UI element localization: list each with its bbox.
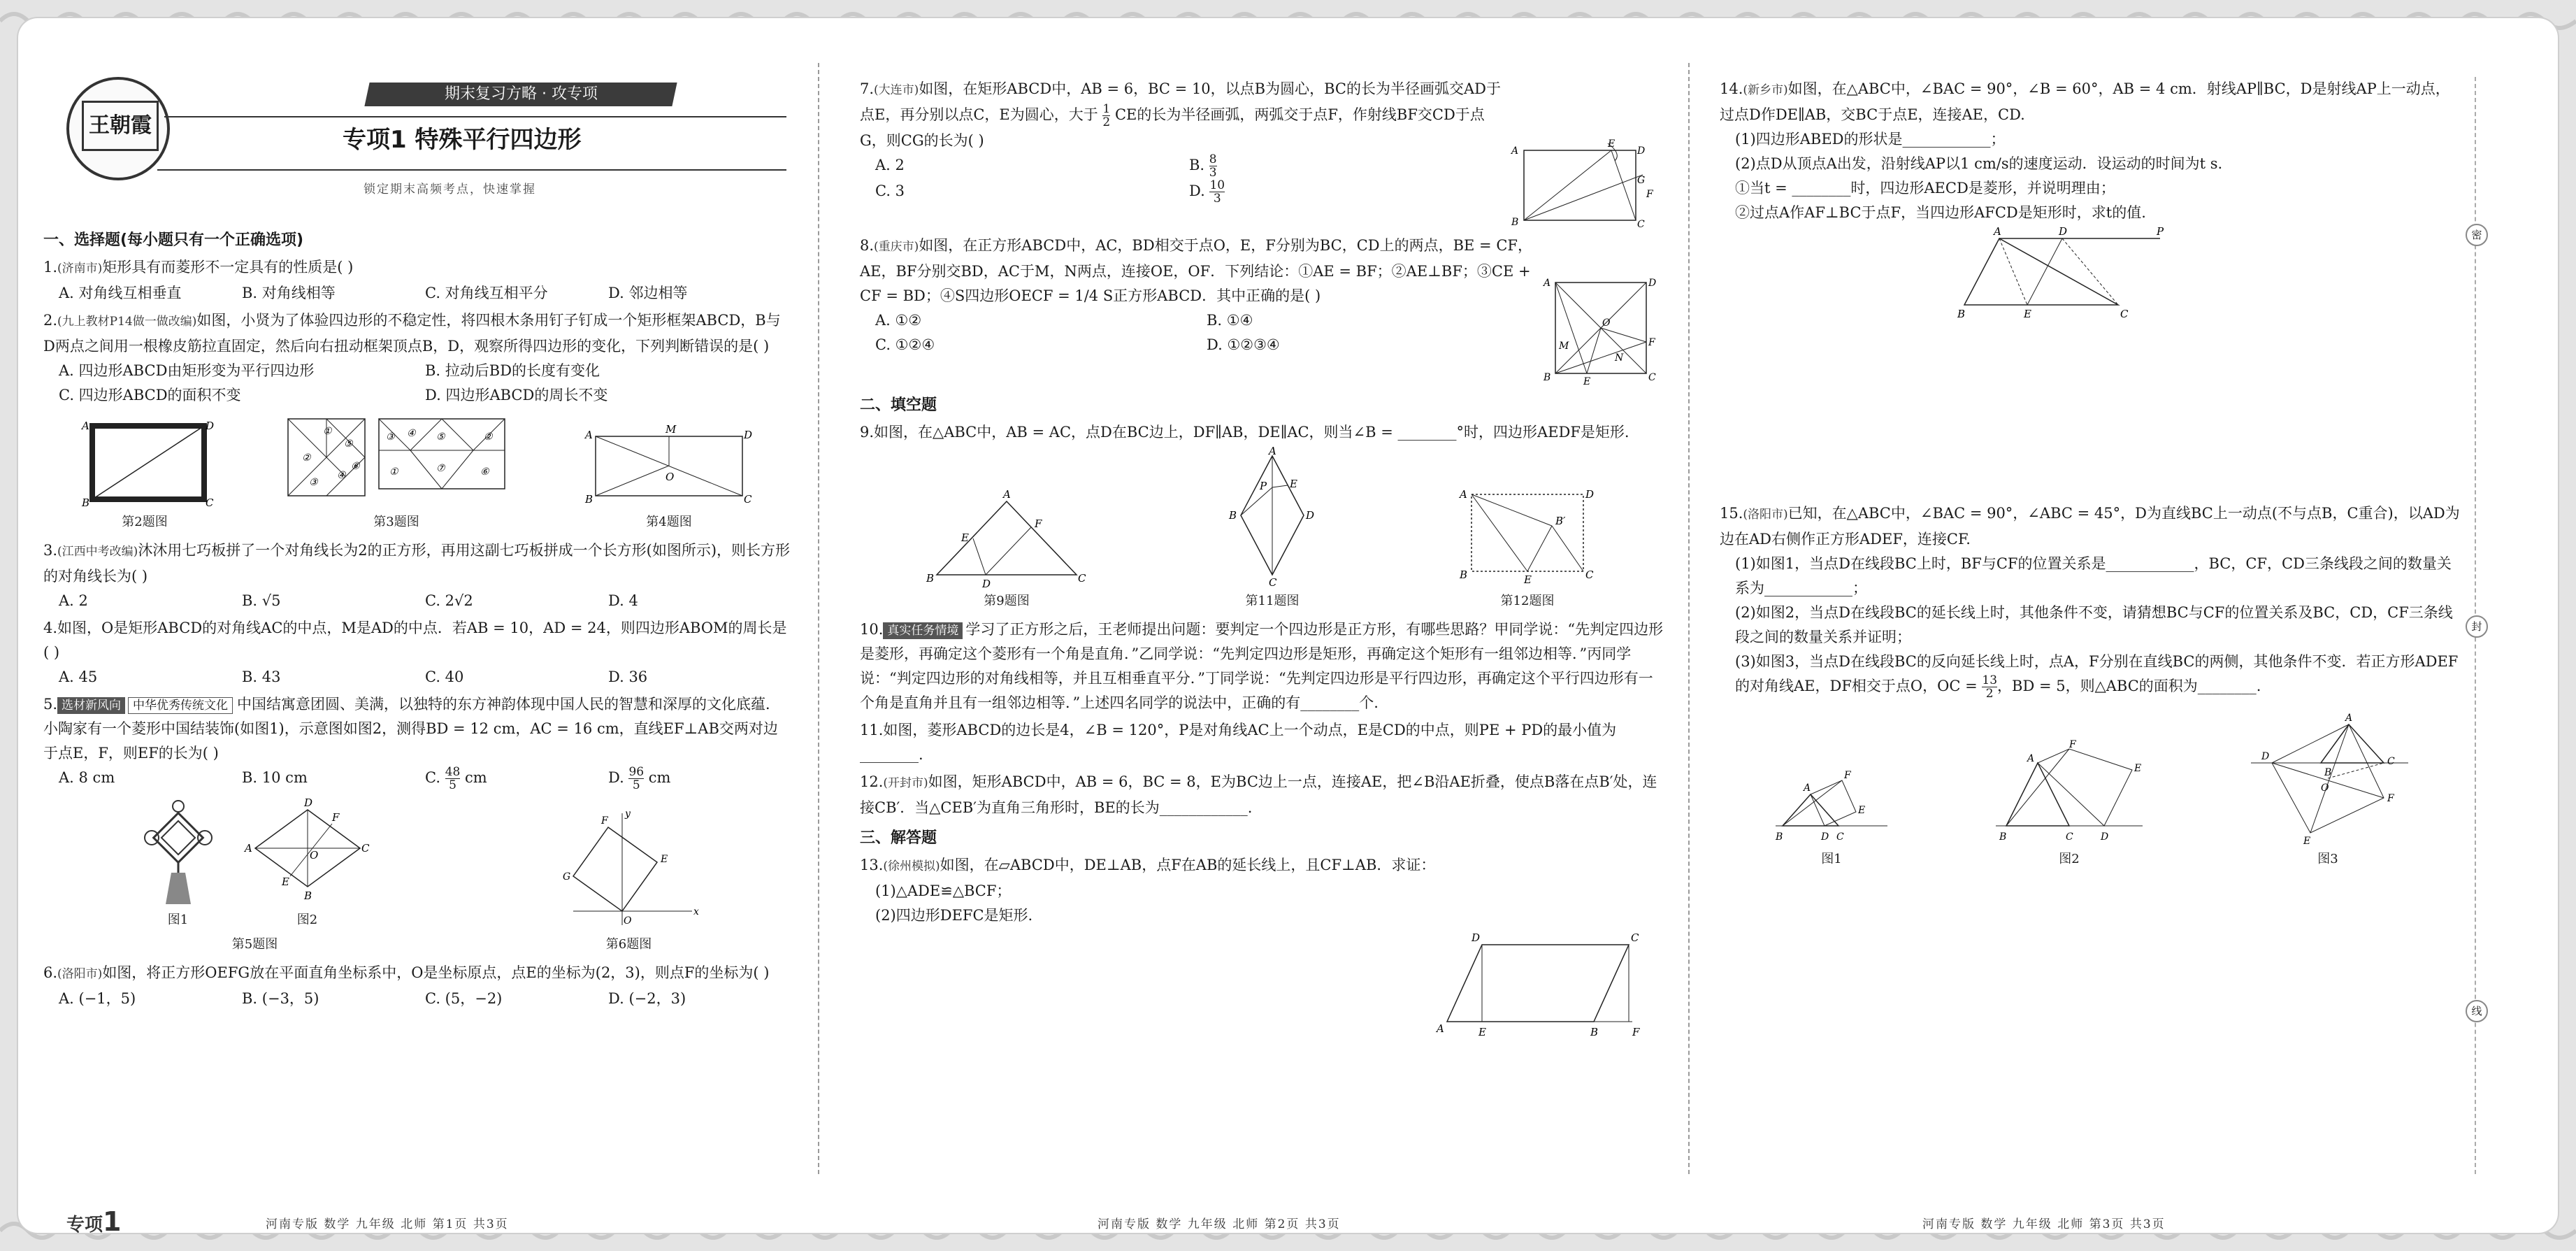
svg-text:P: P — [1260, 480, 1267, 492]
svg-text:B: B — [1460, 569, 1468, 581]
svg-text:A: A — [82, 420, 89, 432]
figure-q7 — [1503, 140, 1664, 231]
caption-q9: 第9题图 — [984, 594, 1030, 608]
svg-text:D: D — [1472, 931, 1481, 944]
svg-text:⑦: ⑦ — [436, 463, 445, 474]
figure-q15-1 — [1769, 756, 1894, 871]
figure-q4 — [582, 423, 756, 534]
svg-text:D: D — [2059, 225, 2068, 238]
svg-text:B: B — [1999, 831, 2007, 843]
figure-q11 — [1216, 445, 1328, 613]
svg-text:C: C — [1637, 219, 1645, 230]
svg-text:C: C — [1648, 372, 1656, 383]
figure-q3 — [281, 412, 512, 534]
svg-text:y: y — [624, 808, 631, 820]
svg-text:B′: B′ — [1555, 515, 1566, 527]
svg-text:x: x — [693, 906, 699, 917]
svg-text:C: C — [1585, 569, 1594, 581]
svg-text:C: C — [744, 493, 752, 506]
svg-text:G: G — [562, 871, 570, 882]
svg-text:E: E — [660, 854, 668, 865]
svg-text:D: D — [2101, 831, 2109, 843]
svg-text:D: D — [2261, 751, 2270, 762]
question-13: 13.(徐州模拟)如图，在▱ABCD中，DE⊥AB，点F在AB的延长线上，且CF⊥AB．求证： (1)△ADE≌△BCF； (2)四边形DEFC是矩形. — [860, 857, 1436, 924]
section-choice: 一、选择题(每小题只有一个正确选项) — [43, 231, 304, 249]
question-6: 6.(洛阳市)如图，将正方形OEFG放在平面直角坐标系中，O是坐标原点，点E的坐标为(2，3)，则点F的坐标为( ) A. (−1，5) B. (−3，5) C. (5，−2) D. (−2，3) — [43, 964, 770, 1007]
svg-text:F: F — [1646, 189, 1653, 200]
question-12: 12.(开封市)如图，矩形ABCD中，AB = 6，BC = 8，E为BC边上一点，连接AE，把∠B沿AE折叠，使点B落在点B′处，连接CB′．当△CEB′为直角三角形时，BE的长为____________. — [860, 773, 1657, 816]
caption-q15-fig3: 图3 — [2317, 852, 2338, 866]
svg-text:D: D — [1585, 488, 1595, 501]
svg-text:A: A — [1994, 225, 2001, 238]
figure-q6 — [559, 806, 699, 957]
figures-q15 — [1720, 714, 2461, 871]
svg-text:E: E — [281, 875, 289, 888]
svg-text:N: N — [1615, 352, 1624, 364]
page-header — [66, 77, 786, 196]
svg-text:B: B — [82, 496, 90, 509]
figure-q15-3 — [2244, 714, 2412, 871]
question-1: 1.(济南市)矩形具有而菱形不一定具有的性质是( ) A. 对角线互相垂直 B. 对角线相等 C. 对角线互相平分 D. 邻边相等 — [43, 259, 688, 301]
seal-mark-xian: 线 — [2466, 1000, 2488, 1022]
caption-q15-fig2: 图2 — [2059, 852, 2080, 866]
svg-text:B: B — [1957, 308, 1966, 320]
svg-text:①: ① — [389, 466, 398, 478]
seal-mark-feng: 封 — [2466, 615, 2488, 638]
svg-text:F: F — [331, 811, 339, 824]
svg-text:E: E — [961, 531, 969, 544]
svg-text:E: E — [1583, 376, 1591, 387]
svg-text:F: F — [1844, 770, 1851, 781]
svg-text:C: C — [1269, 576, 1277, 589]
svg-text:A: A — [1511, 145, 1519, 157]
figure-q12 — [1454, 484, 1601, 613]
svg-text:C: C — [2387, 756, 2395, 767]
svg-text:O: O — [665, 471, 675, 483]
svg-text:C: C — [2066, 831, 2073, 843]
tag-new-material: 选材新风向 — [57, 697, 125, 714]
svg-text:E: E — [2303, 836, 2311, 847]
caption-q5: 第5题图 — [231, 937, 278, 952]
svg-text:C: C — [361, 842, 369, 855]
svg-text:F: F — [1035, 517, 1042, 530]
svg-text:⑤: ⑤ — [436, 431, 445, 443]
header-rule-top — [164, 116, 786, 117]
question-15: 15.(洛阳市)已知，在△ABC中，∠BAC = 90°，∠ABC = 45°，D为直线BC上一动点(不与点B，C重合)，以AD为边在AD右侧作正方形ADEF，连接CF. (1)如图1，当点D在线段BC上时，BF与CF的位置关系是____________，BC，CF，CD三条线段之间的数量关系为____________； (2)如图2，当点D在线段BC的延长线上时，其他条件不变，请猜想BC与CF的位置关系及BC，CD，CF三条线段之间的数量关系并证明； (3)如图3，当点D在线段BC的反向延长线上时，点A，F分别在直线BC的两侧，其他条件不变．若正方形ADEF的对角线AE，DF相交于点O，OC = $\frac{13}{2}$ ，BD = 5，则△ABC的面积为________. — [1720, 505, 2460, 701]
column-1 — [43, 222, 791, 1188]
column-divider-1 — [818, 63, 819, 1174]
caption-q5-fig2: 图2 — [296, 913, 318, 927]
svg-text:E: E — [1858, 805, 1866, 816]
question-4: 4.如图，O是矩形ABCD的对角线AC的中点，M是AD的中点．若AB = 10，AD = 24，则四边形ABOM的周长是( ) A. 45 B. 43 C. 40 D. 36 — [43, 620, 787, 685]
caption-q4: 第4题图 — [646, 515, 692, 529]
svg-text:E: E — [2024, 308, 2031, 320]
question-5: 5. 选材新风向 中华优秀传统文化 中国结寓意团圆、美满，以独特的东方神韵体现中国人民的智慧和深厚的文化底蕴．小陶家有一个菱形中国结装饰(如图1)，示意图如图2，测得BD = 12 cm，AC = 16 cm，直线EF⊥AB交两对边于点E，F，则EF的长为( ) A. 8 cm B. 10 cm C. $\frac{48}{5}$ cm D. $\frac{96}{5}$ cm — [43, 696, 781, 792]
svg-text:O: O — [2321, 782, 2329, 794]
svg-text:E: E — [1608, 138, 1616, 150]
svg-text:E: E — [1478, 1026, 1486, 1038]
svg-text:O: O — [1602, 317, 1611, 329]
svg-text:A: A — [1269, 445, 1276, 457]
column-3 — [1720, 77, 2461, 1188]
svg-text:D: D — [303, 796, 312, 809]
caption-q6: 第6题图 — [605, 937, 652, 952]
figure-q9 — [923, 488, 1091, 613]
logo-text: 王朝霞 — [82, 101, 159, 151]
section-answer: 三、解答题 — [860, 829, 937, 847]
question-3: 3.(江西中考改编)沐沐用七巧板拼了一个对角线长为2的正方形，再用这副七巧板拼成一个长方形(如图所示)，则长方形的对角线长为( ) A. 2 B. √5 C. 2√2 D. 4 — [43, 542, 791, 609]
question-7: 7.(大连市)如图，在矩形ABCD中，AB = 6，BC = 10，以点B为圆心，BC的长为半径画弧交AD于点E，再分别以点C，E为圆心，大于 $\frac{1}{2}$ CE的长为半径画弧，两弧交于点F，作射线BF交CD于点G，则CG的长为( ) A. 2 B. $\frac{8}{3}$ C. 3 D. $\frac{10}{3}$ A E D G F B C — [860, 77, 1664, 231]
svg-text:D: D — [1821, 831, 1829, 843]
question-9: 9.如图，在△ABC中，AB = AC，点D在BC边上，DF∥AB，DE∥AC，则当∠B = ________°时，四边形AEDF是矩形. — [860, 424, 1629, 441]
caption-q15-fig1: 图1 — [1821, 852, 1842, 866]
page-subtitle: 锁定期末高频考点，快速掌握 — [364, 183, 536, 196]
question-8: 8.(重庆市)如图，在正方形ABCD中，AC，BD相交于点O，E，F分别为BC，CD上的两点，BE = CF，AE，BF分别交BD，AC于M，N两点，连接OE，OF．下列结论：①AE = BF；②AE⊥BF；③CE + CF = BD；④S四边形OECF = 1/4 S正方形ABCD．其中正确的是( ) A. ①② B. ①④ C. ①②④ D. ①②③④ A D F B E C O M N — [860, 234, 1664, 387]
svg-text:A: A — [2345, 713, 2353, 724]
svg-text:①: ① — [323, 426, 332, 437]
footer-page-3: 河南专版 数学 九年级 北师 第3页 共3页 — [1922, 1217, 2166, 1231]
svg-text:②: ② — [484, 431, 493, 443]
svg-text:②: ② — [302, 452, 311, 464]
svg-text:C: C — [1078, 572, 1086, 585]
figure-q14 — [1950, 225, 2181, 333]
svg-text:A: A — [1804, 782, 1811, 794]
svg-text:A: A — [585, 429, 593, 441]
header-rule-bottom — [157, 169, 786, 171]
svg-text:C: C — [206, 496, 214, 509]
svg-text:E: E — [1524, 573, 1532, 586]
svg-text:D: D — [1306, 509, 1315, 522]
question-10: 10. 真实任务情境 学习了正方形之后，王老师提出问题：要判定一个四边形是正方形，有哪些思路？甲同学说：“先判定四边形是菱形，再确定这个菱形有一个角是直角．”乙同学说：“先判定四边形是矩形，再确定这个矩形有一组邻边相等．”丙同学说：“判定四边形的对角线相等，并且互相垂直平分．”丁同学说：“先判定四边形是平行四边形，再确定这个平行四边形有一个角是直角并且有一组邻边相等．”上述四名同学的说法中，正确的有________个. — [860, 621, 1664, 711]
svg-text:C: C — [1836, 831, 1844, 843]
svg-text:M: M — [665, 423, 677, 436]
footer-section-label: 专项1 — [66, 1206, 122, 1237]
caption-q3: 第3题图 — [373, 515, 419, 529]
caption-q12: 第12题图 — [1500, 594, 1555, 608]
caption-q11: 第11题图 — [1245, 594, 1300, 608]
svg-text:B: B — [2324, 767, 2332, 778]
svg-text:B: B — [585, 493, 593, 506]
svg-text:B: B — [1590, 1026, 1599, 1038]
page-title: 专项1 特殊平行四边形 — [343, 126, 582, 154]
footer-page-1: 河南专版 数学 九年级 北师 第1页 共3页 — [266, 1217, 509, 1231]
question-2: 2.(九上教材P14做一做改编)如图，小贤为了体验四边形的不稳定性，将四根木条用钉子钉成一个矩形框架ABCD，B与D两点之间用一根橡皮筋拉直固定，然后向右扭动框架顶点B，D，观察所得四边形的变化，下列判断错误的是( ) A. 四边形ABCD由矩形变为平行四边形 B. 拉动后BD的长度有变化 C. 四边形ABCD的面积不变 D. 四边形ABCD的周长不变 — [43, 312, 781, 403]
svg-text:A: A — [1437, 1022, 1444, 1035]
figures-q5-q6 — [43, 796, 791, 957]
column-2 — [860, 77, 1664, 1188]
header-banner-tag: 期末复习方略 · 攻专项 — [364, 83, 677, 106]
svg-text:O: O — [309, 849, 318, 862]
svg-text:D: D — [1648, 278, 1657, 289]
svg-text:⑤: ⑤ — [344, 438, 353, 450]
footer-page-2: 河南专版 数学 九年级 北师 第2页 共3页 — [1098, 1217, 1341, 1231]
question-11: 11.如图，菱形ABCD的边长是4，∠B = 120°，P是对角线AC上一个动点，E是CD的中点，则PE + PD的最小值为________. — [860, 722, 1617, 763]
figure-q13 — [1433, 931, 1643, 1043]
svg-text:C: C — [1631, 931, 1639, 944]
svg-text:④: ④ — [407, 428, 416, 439]
tag-culture: 中华优秀传统文化 — [128, 697, 233, 714]
question-14: 14.(新乡市)如图，在△ABC中，∠BAC = 90°，∠B = 60°，AB = 4 cm．射线AP∥BC，D是射线AP上一动点，过点D作DE∥AB，交BC于点E，连接AE，CD. (1)四边形ABED的形状是____________； (2)点D从顶点A出发，沿射线AP以1 cm/s的速度运动．设运动的时间为t s. ①当t = ________时，四边形AECD是菱形，并说明理由； ②过点A作AF⊥BC于点F，当四边形AFCD是矩形时，求t的值. — [1720, 80, 2450, 221]
svg-text:G: G — [1637, 175, 1646, 186]
svg-text:P: P — [2157, 225, 2164, 238]
svg-text:A: A — [244, 842, 252, 855]
svg-text:B: B — [303, 889, 312, 902]
figures-q9-q12 — [860, 445, 1664, 613]
svg-text:D: D — [1637, 145, 1646, 157]
svg-text:F: F — [1648, 337, 1655, 348]
svg-text:B: B — [1229, 509, 1237, 522]
svg-text:C: C — [2120, 308, 2129, 320]
svg-text:F: F — [2069, 739, 2076, 750]
svg-text:B: B — [1544, 372, 1551, 383]
column-divider-2 — [1688, 63, 1690, 1174]
svg-text:F: F — [2387, 793, 2394, 804]
svg-text:E: E — [2134, 763, 2142, 774]
svg-text:F: F — [1632, 1026, 1640, 1038]
svg-text:⑥: ⑥ — [480, 466, 489, 478]
svg-text:D: D — [206, 420, 215, 432]
svg-text:F: F — [600, 815, 608, 827]
seal-mark-mi: 密 — [2466, 224, 2488, 246]
svg-text:M: M — [1559, 341, 1569, 352]
figure-q8 — [1538, 276, 1664, 387]
figures-q2-q4 — [43, 412, 791, 534]
svg-text:③: ③ — [309, 477, 318, 488]
svg-text:E: E — [1290, 478, 1297, 490]
caption-q5-fig1: 图1 — [167, 913, 189, 927]
svg-text:A: A — [1003, 488, 1011, 501]
figure-q2 — [78, 419, 215, 534]
svg-text:O: O — [623, 915, 631, 927]
tag-real-task: 真实任务情境 — [883, 622, 963, 639]
svg-text:④: ④ — [337, 470, 346, 481]
svg-text:⑥: ⑥ — [351, 461, 360, 472]
figure-q5 — [136, 796, 374, 957]
svg-text:D: D — [982, 578, 991, 590]
caption-q2: 第2题图 — [122, 515, 168, 529]
svg-text:B: B — [1776, 831, 1783, 843]
svg-text:B: B — [926, 572, 935, 585]
brand-logo — [66, 77, 170, 180]
svg-text:A: A — [1460, 488, 1467, 501]
section-fill: 二、填空题 — [860, 396, 937, 414]
svg-text:B: B — [1511, 217, 1519, 228]
svg-text:A: A — [1544, 278, 1551, 289]
svg-text:③: ③ — [386, 431, 395, 443]
svg-text:A: A — [2027, 753, 2035, 764]
svg-text:D: D — [744, 429, 753, 441]
figure-q15-2 — [1992, 739, 2146, 871]
